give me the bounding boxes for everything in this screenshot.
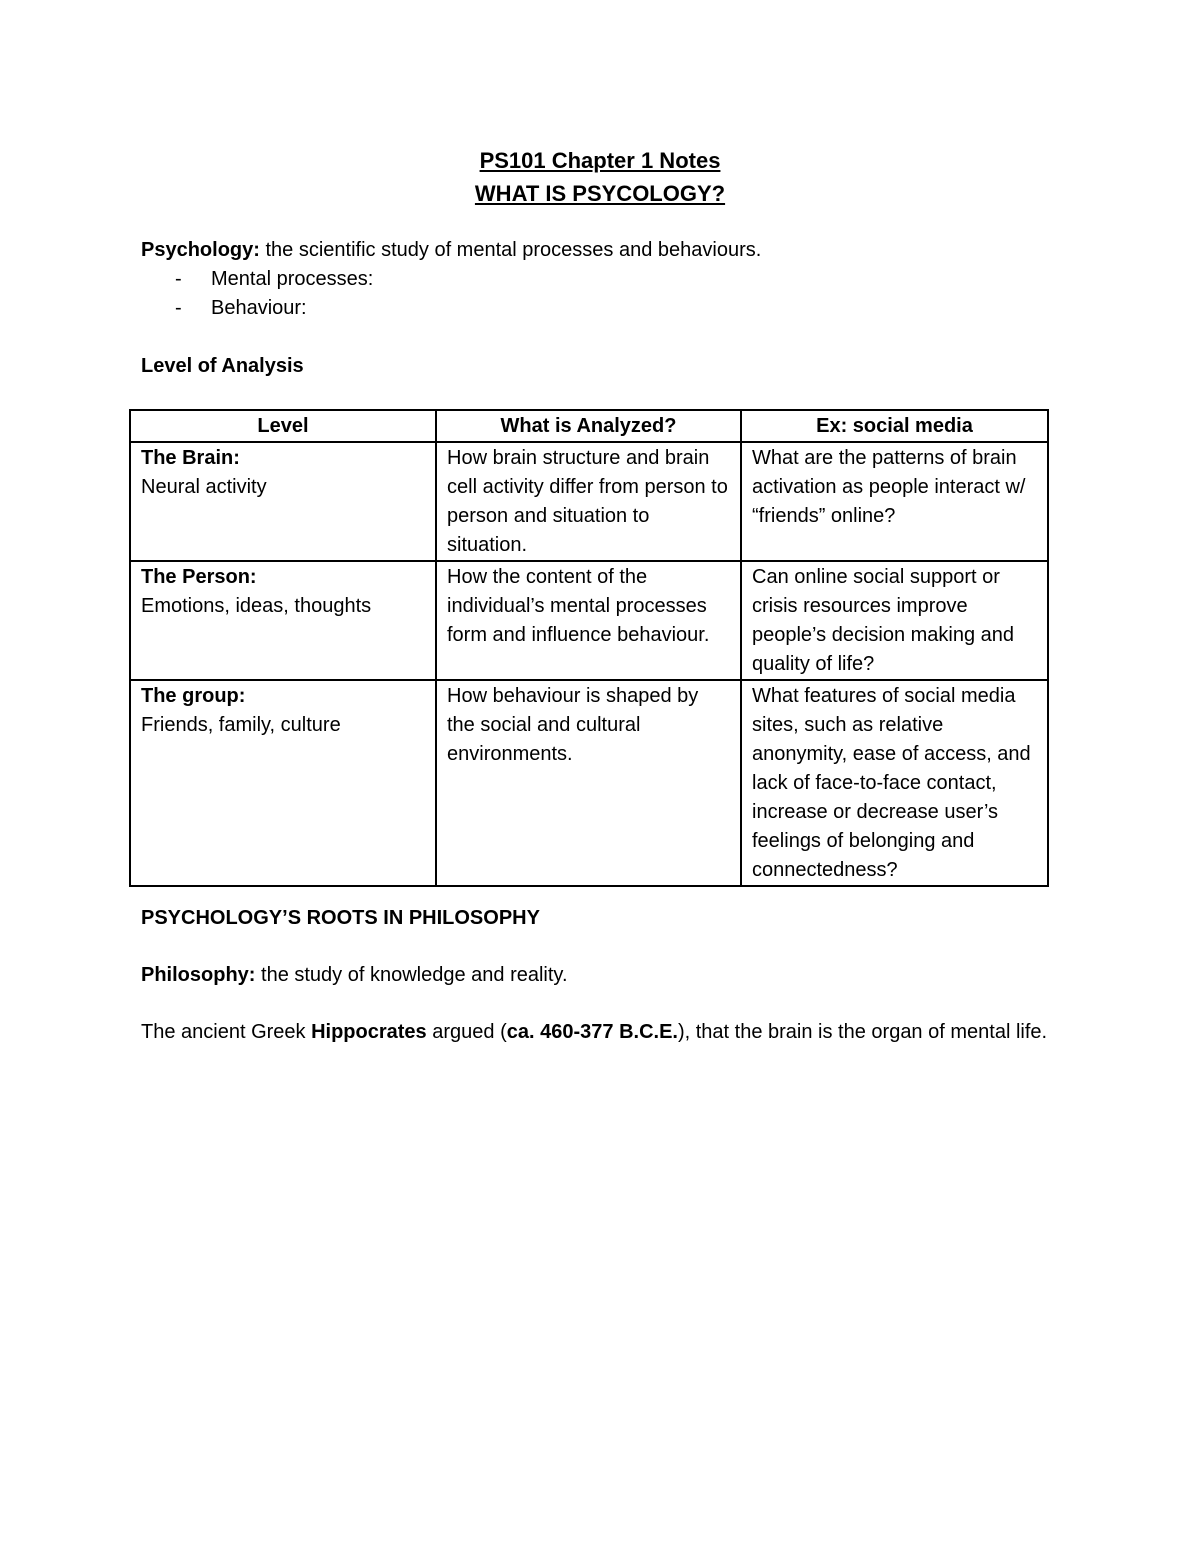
level-subtitle: Neural activity [141,476,267,498]
hippocrates-pre: The ancient Greek [141,1021,312,1043]
level-cell [130,561,436,680]
header-example: Ex: social media [741,410,1048,442]
list-item [141,265,373,294]
hippocrates-paragraph [141,1018,1071,1047]
psychology-term: Psychology: [141,239,260,261]
level-of-analysis-heading: Level of Analysis [141,355,304,377]
example-cell: What are the patterns of brain activation as people interact w/ “friends” online? [741,442,1048,561]
level-cell [130,680,436,886]
example-cell: Can online social support or crisis resources improve people’s decision making and quality of life? [741,561,1048,680]
hippocrates-mid: argued ( [426,1021,507,1043]
table-row [130,680,1048,886]
table-row [130,442,1048,561]
analyzed-cell: How behaviour is shaped by the social and cultural environments. [436,680,741,886]
bullet-dash: - [175,268,182,290]
level-cell [130,442,436,561]
level-title: The Brain: [141,447,240,469]
analyzed-cell: How the content of the individual’s mental processes form and influence behaviour. [436,561,741,680]
philosophy-definition-text: the study of knowledge and reality. [255,964,568,986]
list-item [141,294,373,323]
analyzed-cell: How brain structure and brain cell activity differ from person to person and situation to situation. [436,442,741,561]
hippocrates-name: Hippocrates [311,1021,427,1043]
philosophy-term: Philosophy: [141,964,256,986]
level-title: The Person: [141,566,257,588]
hippocrates-post: ), that the brain is the organ of mental life. [677,1021,1048,1043]
bullet-text: Mental processes: [211,268,374,290]
table-header-row [130,410,1048,442]
document-title [0,144,1200,210]
bullet-text: Behaviour: [211,297,307,319]
level-title: The group: [141,685,246,707]
header-analyzed: What is Analyzed? [436,410,741,442]
bullet-dash: - [175,297,182,319]
philosophy-definition [141,961,1071,990]
psychology-bullet-list [141,265,373,323]
level-subtitle: Friends, family, culture [141,714,341,736]
level-of-analysis-table [129,409,1049,887]
psychology-definition [141,236,1071,265]
chapter-heading: WHAT IS PSYCOLOGY? [474,181,726,206]
table-row [130,561,1048,680]
roots-heading: PSYCHOLOGY’S ROOTS IN PHILOSOPHY [141,907,540,929]
header-level: Level [130,410,436,442]
course-title: PS101 Chapter 1 Notes [479,148,721,173]
hippocrates-date: ca. 460-377 B.C.E. [506,1021,678,1043]
psychology-definition-text: the scientific study of mental processes and behaviours. [259,239,762,261]
level-subtitle: Emotions, ideas, thoughts [141,595,372,617]
example-cell: What features of social media sites, such as relative anonymity, ease of access, and lack of face-to-face contact, increase or decrease user’s feelings of belonging and connectedness? [741,680,1048,886]
